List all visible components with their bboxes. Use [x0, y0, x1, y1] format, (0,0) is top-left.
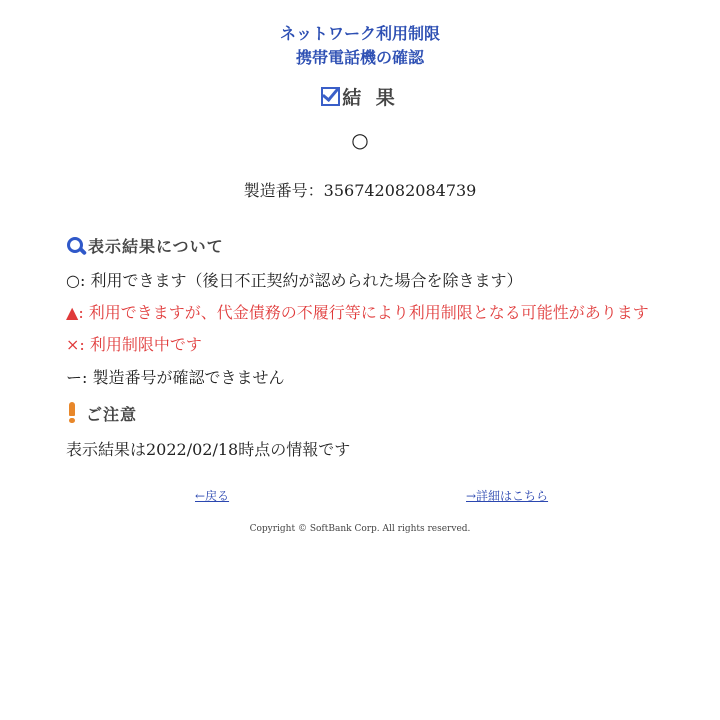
magnifier-icon — [66, 236, 86, 256]
legend-item-available — [66, 270, 522, 292]
page-subtitle: 携帯電話機の確認 — [295, 48, 424, 67]
copyright: Copyright © SoftBank Corp. All rights reserved. — [249, 524, 471, 534]
checkbox-checked-icon — [321, 87, 340, 106]
legend-item-may-restrict — [66, 302, 649, 324]
legend-text: : 利用できます（後日不正契約が認められた場合を除きます） — [79, 271, 523, 290]
serial-number: 356742082084739 — [323, 181, 477, 200]
notice-heading — [66, 402, 137, 425]
exclamation-icon — [66, 402, 78, 424]
legend-text: : 利用できますが、代金債務の不履行等により利用制限となる可能性があります — [78, 303, 649, 322]
result-mark: ○ — [351, 128, 369, 152]
legend-text: : 利用制限中です — [79, 335, 202, 354]
result-heading-label: 結 果 — [342, 87, 399, 109]
serial-label: 製造番号： — [243, 181, 324, 200]
page-title: ネットワーク利用制限 — [279, 24, 440, 43]
details-link[interactable]: →詳細はこちら — [466, 489, 549, 503]
legend-item-unknown — [66, 367, 285, 389]
result-heading — [0, 83, 720, 110]
legend-mark: ○ — [66, 271, 80, 290]
legend-mark: ▲ — [66, 303, 79, 322]
back-link[interactable]: ←戻る — [195, 489, 230, 503]
notice-heading-label: ご注意 — [86, 405, 138, 424]
legend-item-restricted — [66, 334, 202, 356]
notice-text: 表示結果は2022/02/18時点の情報です — [66, 440, 351, 459]
legend-heading-label: 表示結果について — [88, 237, 224, 256]
legend-text: : 製造番号が確認できません — [82, 368, 285, 387]
legend-heading — [66, 234, 224, 257]
legend-mark: × — [66, 335, 80, 354]
serial-number-row — [0, 178, 720, 201]
legend-mark: ー — [66, 368, 83, 387]
